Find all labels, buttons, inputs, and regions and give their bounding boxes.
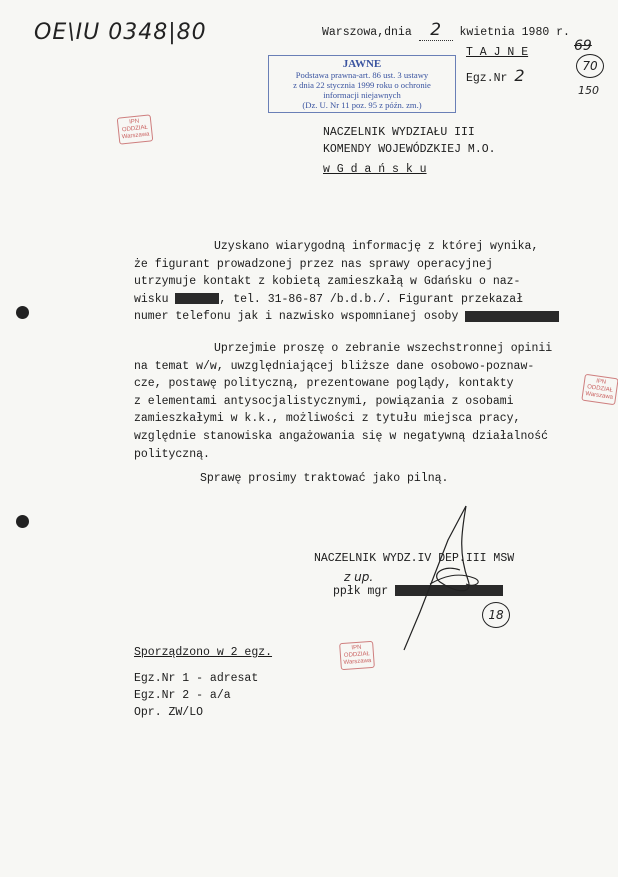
ipn-stamp-line: IPN [128,118,140,126]
page-number-circled: 70 [576,54,604,78]
body-text: wisku [134,292,169,306]
footer-line: Egz.Nr 2 - a/a [134,689,231,702]
punch-hole [16,306,29,319]
ipn-stamp-line: Warszawa [584,391,614,401]
body-line: z elementami antysocjalistycznymi, powiązania z osobami [134,394,514,408]
ipn-stamp-line: Warszawa [121,131,150,141]
ipn-stamp-line: IPN [595,378,607,386]
signature-prefix: z up. [344,570,374,584]
page-number-small: 150 [578,84,599,97]
body-line: Uprzejmie proszę o zebranie wszechstronnej opinii [214,342,553,355]
declassification-stamp [268,55,456,113]
stamp-title: JAWNE [342,58,382,70]
body-text: , tel. 31-86-87 /b.d.b./. Figurant przekazał [219,292,524,306]
paragraph-2 [134,340,552,463]
ipn-stamp [581,374,618,405]
date-line [322,20,570,41]
body-line: względnie stanowiska angażowania się w negatywną działalność [134,429,549,443]
stamp-line: (Dz. U. Nr 11 poz. 95 z późn. zm.) [302,100,422,110]
recipient-line: NACZELNIK WYDZIAŁU III [323,126,475,139]
signature-title: NACZELNIK WYDZ.IV DEP.III MSW [314,552,515,565]
redaction-bar [175,293,219,304]
page-number-struck: 69 [574,38,592,54]
body-text: numer telefonu jak i nazwisko wspomnianej osoby [134,310,459,324]
stamp-line: Podstawa prawna-art. 86 ust. 3 ustawy [295,70,429,80]
paragraph-1 [134,238,559,326]
footer-lines [134,670,258,721]
copy-number-line [466,66,525,85]
stamp-line: informacji niejawnych [323,90,401,100]
body-line [134,308,559,326]
footer-line: Egz.Nr 1 - adresat [134,672,259,685]
signature-rank: ppłk mgr [333,585,389,598]
footer-heading: Sporządzono w 2 egz. [134,646,273,659]
paragraph-3: Sprawę prosimy traktować jako pilną. [200,472,449,485]
ipn-stamp-line: ODDZIAŁ [343,651,371,659]
recipient-block [323,124,496,178]
circled-number: 18 [482,602,510,628]
date-suffix: kwietnia 1980 r. [459,26,570,39]
redaction-bar [465,311,559,322]
body-line: cze, postawę polityczną, prezentowane poglądy, kontakty [134,377,514,391]
ipn-stamp-line: ODDZIAŁ [121,124,149,134]
archive-number: OE\IU 0348|80 [34,20,207,45]
body-line: Uzyskano wiarygodną informację z której wynika, [214,240,539,253]
handwritten-signature [370,500,510,660]
date-day: 2 [419,20,453,41]
body-line: że figurant prowadzonej przez nas sprawy operacyjnej [134,257,493,271]
body-line: utrzymuje kontakt z kobietą zamieszkałą w Gdańsku o naz- [134,275,521,289]
footer-line: Opr. ZW/LO [134,706,204,719]
classification: T A J N E [466,46,529,59]
ipn-stamp [117,114,154,144]
recipient-line: KOMENDY WOJEWÓDZKIEJ M.O. [323,143,496,156]
date-prefix: Warszowa,dnia [322,26,412,39]
recipient-line: w G d a ń s k u [323,163,427,176]
ipn-stamp-line: Warszawa [343,658,372,666]
body-line: polityczną. [134,447,210,461]
body-line [134,291,559,309]
body-line: zamieszkałymi w k.k., możliwości z tytułu miejsca pracy, [134,412,521,426]
body-line: na temat w/w, uwzględniającej bliższe dane osobowo-poznaw- [134,359,535,373]
ipn-stamp-line: IPN [351,644,362,652]
stamp-line: z dnia 22 stycznia 1999 roku o ochronie [293,80,431,90]
copy-number: 2 [514,66,525,85]
ipn-stamp-line: ODDZIAŁ [586,384,614,394]
punch-hole [16,515,29,528]
copy-label: Egz.Nr [466,72,508,85]
